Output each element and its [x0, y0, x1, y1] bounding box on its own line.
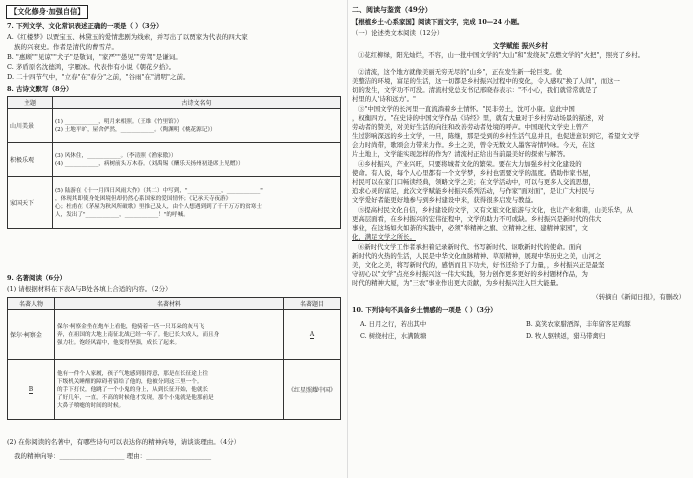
- q10-option-b[interactable]: B. 莫笑农家腊酒浑，丰年留客足鸡豚: [526, 320, 631, 328]
- para-line-11: 片土地上，文学能实现怎样的作为？清流村正给出当前最美好的探索与解答。: [352, 150, 570, 158]
- q8-line-3: (3) 风休住，____________。（李清照《渔家傲》）: [55, 152, 177, 159]
- para-line-17: ⑤提高村民文化自信，乡村建设的文学，又有文旅文化旅游与文化，也让产业和谐，山美乐华，从: [358, 206, 633, 214]
- para-line-21: ⑥新时代文学工作者承担着记录新时代、书写新时代、讴歌新时代的使命。面向: [358, 243, 582, 251]
- para-line-19: 事业，在这场如火如荼的实践中，必须"举精神之旗、立精神之柱、建精神家园"，文: [352, 224, 588, 232]
- q8-theme-3: 家国天下: [8, 177, 53, 229]
- para-line-22: 新时代的火热的生活，人民是中华文化血脉精神、草原精神，展现中华历史之美，山河之: [352, 252, 602, 260]
- q9-title-2: 《红星照耀中国》: [284, 360, 341, 420]
- q10-stem: 10. 下列诗句不具备乡土情感的一项是（ ）（3分）: [352, 306, 497, 314]
- q9-sub1: (1) 请根据材料在下表A与B处各填上合适的内容。（2分）: [7, 285, 172, 293]
- q9-material-2b: 下级机关睡醒的障碍者留给了他的，他被分到这三里一个。: [57, 378, 203, 385]
- q9-stem: 9. 名著阅读（6分）: [7, 274, 67, 282]
- q8-stem: 8. 古诗文默写（8分）: [7, 85, 73, 93]
- q8-table: [7, 96, 341, 229]
- q9-answer-line[interactable]: 我的精神向导：____________________ 理由：____________________: [14, 452, 212, 460]
- para-line-1: ①花红柳绿，阳光灿烂，不容，山一批中国文学的"大山"和"发绕灰"点燃文学的"火把"，照亮了乡村。: [358, 51, 645, 59]
- para-line-2: ②清流，这个地方就像美丽无穷无尽的"山乡"，正在发生新一轮巨变。优: [358, 68, 562, 76]
- para-line-24: 守初心以"文学"点亮乡村振兴这一伟大实践，努力创作更多更好的乡村题材作品，为: [352, 270, 588, 278]
- para-line-14: 村民可以在家门口畅读经典，领略文学之美；在文学活动中，可以与更多人交流思想，: [352, 178, 595, 186]
- para-line-13: 使命。有人说，每个人心里都有一个文学梦，乡村也需要文学的温度。借助作家书屋，: [352, 169, 595, 177]
- para-line-16: 文学爱好者能更好地参与到乡村建设中来，获得很多启发与教益。: [352, 196, 538, 204]
- reading-section-heading: 二、阅读与鉴赏（49分）: [352, 5, 432, 14]
- q8-line-5c: 心；杜甫在《茅屋为秋风所破歌》里推己及人，由个人想遇到到了千千万万的贫寒士: [55, 203, 262, 210]
- q9-material-2a: 他有一件个人家履，孩子气地感到很得意，那是在长征途上往: [57, 370, 209, 377]
- para-line-23: 美，文化之美，将写新时代的，感悟而且下功夫，好书还给予了力量，，乡村振兴正是最坚: [352, 261, 605, 269]
- q10-option-a[interactable]: A. 日月之行，若出其中: [360, 320, 427, 328]
- para-line-7: ，权衡四方。"在史诗的中国文学作品《诗经》里，就有大量对于乡村劳动场景的描述，对: [352, 114, 605, 122]
- q9-material-2e: 大鼻子喷嚏的时间的时候。: [57, 402, 125, 409]
- q7-option-c: C. 茅盾原名沈德鸿，字雁冰。代表作有小说《朝花夕拾》。: [7, 63, 176, 71]
- right-column: [348, 0, 693, 478]
- para-line-5: 村里的人'诗和远方'。": [352, 95, 416, 103]
- q8-theme-2: 积极乐观: [8, 143, 53, 177]
- para-line-3: 美整洁的环境，富足的生活，这一切都是乡村振兴过程中的变化，令人感叹"换了人间"，而这一: [352, 77, 620, 85]
- section-tag: 【文化修身·加强自信】: [6, 5, 88, 19]
- article-source: （转摘自《新闻日报》，有删改）: [592, 293, 685, 301]
- para-line-18: 更高层面看，在乡村振兴的宏伟征程中，文学的助力不可或缺。乡村振兴是新时代的伟大: [352, 215, 602, 223]
- q9-header-title: 名著题目: [284, 298, 341, 310]
- q9-header-person: 名著人物: [8, 298, 55, 310]
- q8-line-5b: ，体现其即使身处困境但却仍然心系国家的爱国情怀；《记承天寺夜游》: [55, 195, 232, 202]
- q8-header-lines: 古诗文名句: [53, 97, 341, 109]
- article-title: 文学赋能 振兴乡村: [492, 42, 549, 50]
- q10-option-d[interactable]: D. 牧人驱犊返，猎马带禽归: [526, 332, 606, 340]
- para-line-12: ④乡村振兴，产业兴旺，只要将城者文化的繁荣。要在大力加强乡村文化建设的: [358, 160, 582, 168]
- para-line-10: 会力时尚带，歌颂会力带来力作。乡土之美，曾令无数文人墨客寄情吟咏。今天，在这: [352, 141, 595, 149]
- q7-option-a-cont: 族的兴衰史。作者是清代的曹雪芹。: [14, 43, 118, 51]
- para-line-20: 化，满足文学之所长。: [352, 233, 416, 241]
- q9-material-1b: 奔，在祖国的大地上南征北战已经一年了。他已长大成人，而且身: [57, 331, 220, 338]
- reading-part1: （一）论述类文本阅读（12分）: [352, 29, 444, 37]
- q10-option-c[interactable]: C. 树绕村庄，水满陂塘: [360, 332, 427, 340]
- q7-option-d: D. 二十四节气中，"立春"在"春分"之前，"谷雨"在"清明"之前。: [7, 73, 190, 81]
- q9-material-1a: 保尔·柯察金坐在炮车上看他，他骑着一匹一只耳朵的灰马飞: [57, 323, 205, 330]
- q8-line-1: (1) ____________，明月来相照。（王维《竹里馆》）: [55, 118, 183, 125]
- q9-answer-b[interactable]: B: [28, 385, 34, 393]
- para-line-4: 切的发生，文学功不可没。清流村党总支书记邢晓春表示："不小心，我们就常常就是了: [352, 86, 598, 94]
- q8-line-5: (5) 陆游在《十一月四日风雨大作》（其二）中写到，"____________，____________": [55, 187, 263, 194]
- q9-material-2c: 的手下打仗，他跳了一个小鬼的身上，从到长征开始，他就长: [57, 386, 209, 393]
- q8-line-2: (2) 土地平旷，屋舍俨然，____________。（陶渊明《桃花源记》）: [55, 126, 216, 133]
- q9-material-2d: 了好几年，一直，不高的时候他才发现，那个小鬼就是他那前是: [57, 394, 214, 401]
- q9-answer-a[interactable]: A: [309, 330, 315, 338]
- reading-sub-tag: 【根植乡土·心系家国】阅读下面文字，完成 10—24 小题。: [352, 18, 524, 26]
- q9-material-1c: 强力壮。饱经风霜中，他变得坚强，成长了起来。: [57, 339, 181, 346]
- q7-option-b: B. "惠顾""见谅""犬子"是敬词，"家严""愚见""劳驾"是谦词。: [7, 53, 182, 61]
- q8-line-4: (4) ____________，病树前头万木春。（刘禹锡《酬乐天扬州初逢席上见赠》）: [55, 160, 244, 167]
- q8-line-5d: 人，发出了"____________，____________！"的呼喊。: [55, 211, 189, 218]
- q7-option-a: A.《红楼梦》以贾宝玉、林黛玉的爱情悲剧为线索，并写出了以贾家为代表的四大家: [7, 33, 248, 41]
- para-line-25: 时代的精神大厦，为"三农"事业作出更大贡献，为乡村振兴注入巨大能量。: [352, 279, 563, 287]
- q9-table: [7, 297, 341, 420]
- q7-stem: 7. 下列文学、文化常识表述正确的一项是（ ）（3分）: [7, 22, 163, 30]
- q9-header-material: 名著材料: [55, 298, 284, 310]
- q9-person-1: 保尔·柯察金: [8, 310, 55, 360]
- q8-header-theme: 主题: [8, 97, 53, 109]
- para-line-9: 生过影响深远的乡土文学，一旦，陈继，那是受到的乡村生活气息并且，也促进意识到它，希望文文学: [352, 132, 640, 140]
- para-line-15: 追求心灵的富足，此次文学赋能乡村振兴系列活动，与作家"面对面"，是让广大村民与: [352, 187, 595, 195]
- para-line-6: ③"中国文学的长河里一直流淌着乡土情怀。"民非劳土，沈可小康。息此中国: [358, 105, 575, 113]
- q8-theme-1: 山川美景: [8, 109, 53, 143]
- q9-sub2: (2) 在你阅读的名著中，有哪些诗句可以表达你的精神向导，请谈谈理由。（4分）: [7, 438, 241, 446]
- para-line-8: 劳动者的赞美，对美好生活的向往和改善劳动者处境的呼声。中国现代文学史上曾产: [352, 123, 589, 131]
